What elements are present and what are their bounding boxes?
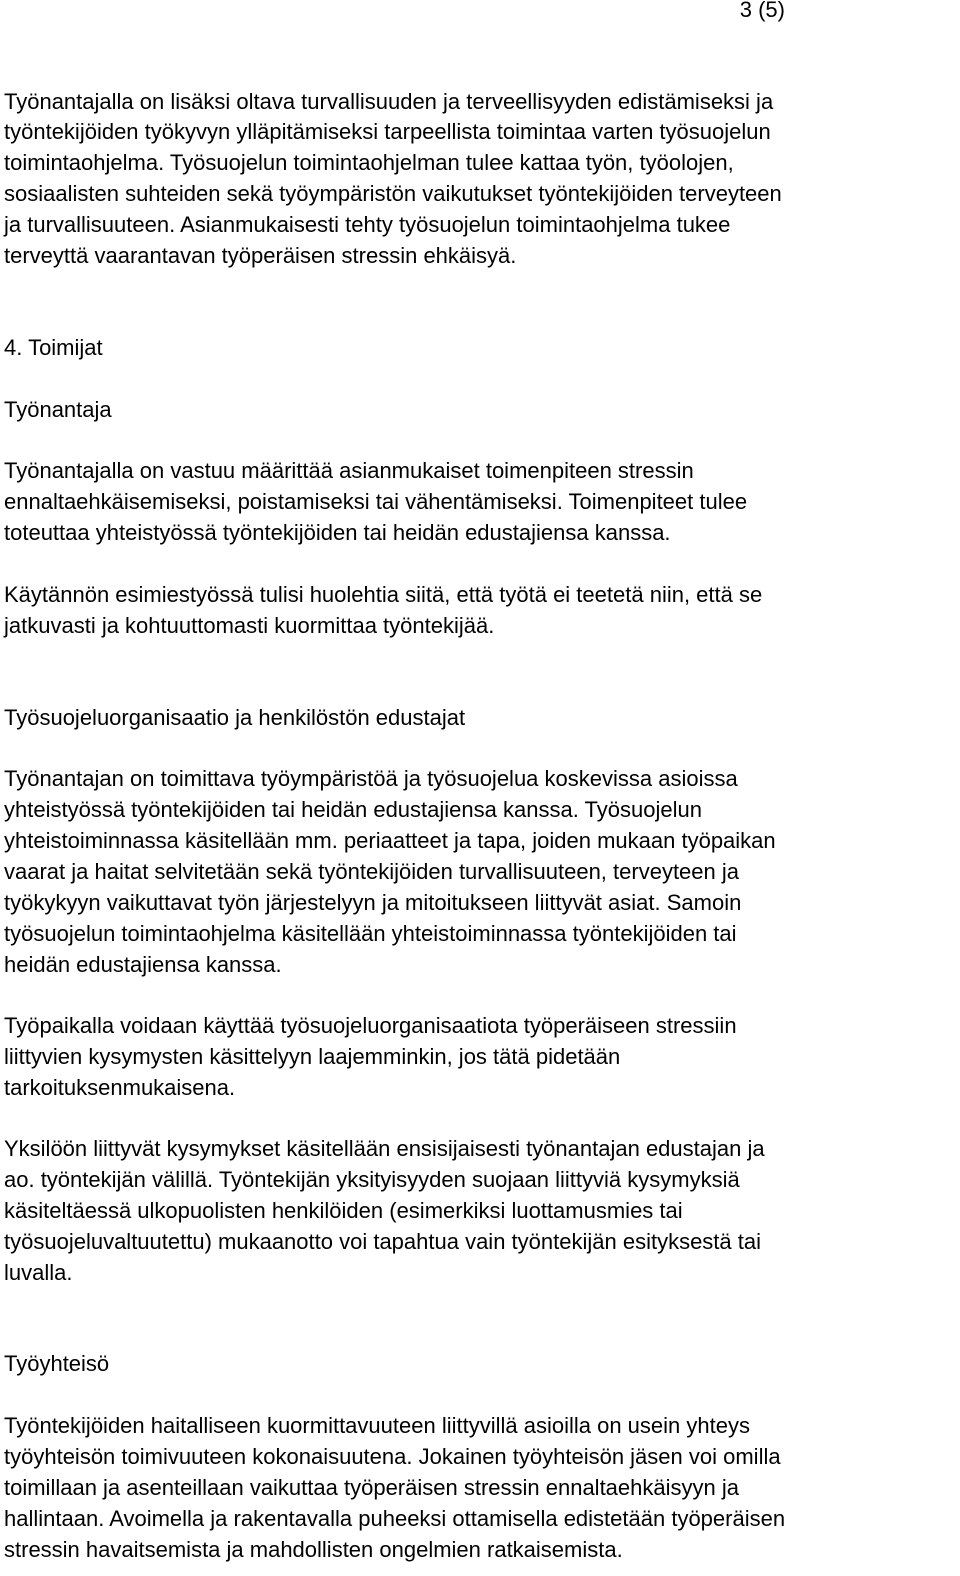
text-line: ao. työntekijän välillä. Työntekijän yksityisyyden suojaan liittyviä kysymyksiä [4, 1167, 740, 1192]
text-line: Työnantajalla on vastuu määrittää asianmukaiset toimenpiteen stressin [4, 458, 694, 483]
text-line: Työpaikalla voidaan käyttää työsuojeluorganisaatiota työperäiseen stressiin [4, 1013, 737, 1038]
text-line: työntekijöiden työkyvyn ylläpitämiseksi tarpeellista toimintaa varten työsuojelun [4, 119, 771, 144]
text-line: vaarat ja haitat selvitetään sekä työntekijöiden turvallisuuteen, terveyteen ja [4, 859, 739, 884]
text-line: työsuojelun toimintaohjelma käsitellään yhteistoiminnassa työntekijöiden tai [4, 921, 737, 946]
text-line: stressin havaitsemista ja mahdollisten ongelmien ratkaisemista. [4, 1537, 623, 1562]
text-line: ja turvallisuuteen. Asianmukaisesti tehty työsuojelun toimintaohjelma tukee [4, 212, 731, 237]
section-heading: 4. Toimijat [4, 335, 103, 360]
page-number: 3 (5) [739, 0, 785, 22]
text-line: yhteistoiminnassa käsitellään mm. periaatteet ja tapa, joiden mukaan työpaikan [4, 828, 776, 853]
text-line: luvalla. [4, 1260, 73, 1285]
safety-org-heading: Työsuojeluorganisaatio ja henkilöstön edustajat [4, 705, 466, 730]
text-line: työkykyyn vaikuttavat työn järjestelyyn ja mitoitukseen liittyvät asiat. Samoin [4, 890, 742, 915]
text-line: liittyvien kysymysten käsittelyyn laajemminkin, jos tätä pidetään [4, 1044, 621, 1069]
text-line: Työntekijöiden haitalliseen kuormittavuuteen liittyvillä asioilla on usein yhteys [4, 1413, 750, 1438]
text-line: toteuttaa yhteistyössä työntekijöiden tai heidän edustajiensa kanssa. [4, 520, 671, 545]
text-line: sosiaalisten suhteiden sekä työympäristön vaikutukset työntekijöiden terveyteen [4, 181, 782, 206]
work-community-heading: Työyhteisö [4, 1351, 110, 1376]
text-line: Työnantajan on toimittava työympäristöä ja työsuojelua koskevissa asioissa [4, 766, 738, 791]
text-line: työsuojeluvaltuutettu) mukaanotto voi tapahtua vain työntekijän esityksestä tai [4, 1229, 762, 1254]
text-line: heidän edustajiensa kanssa. [4, 952, 282, 977]
text-line: hallintaan. Avoimella ja rakentavalla puheeksi ottamisella edistetään työperäisen [4, 1506, 786, 1531]
text-line: terveyttä vaarantavan työperäisen stressin ehkäisyä. [4, 243, 517, 268]
text-line: Käytännön esimiestyössä tulisi huolehtia siitä, että työtä ei teetetä niin, että se [4, 582, 763, 607]
employer-heading: Työnantaja [4, 397, 112, 422]
text-line: Työnantajalla on lisäksi oltava turvallisuuden ja terveellisyyden edistämiseksi ja [4, 89, 774, 114]
text-line: yhteistyössä työntekijöiden tai heidän edustajiensa kanssa. Työsuojelun [4, 797, 702, 822]
text-line: jatkuvasti ja kohtuuttomasti kuormittaa työntekijää. [4, 613, 495, 638]
text-line: tarkoituksenmukaisena. [4, 1075, 236, 1100]
text-line: työyhteisön toimivuuteen kokonaisuutena. Jokainen työyhteisön jäsen voi omilla [4, 1444, 781, 1469]
text-line: käsiteltäessä ulkopuolisten henkilöiden (esimerkiksi luottamusmies tai [4, 1198, 683, 1223]
text-line: ennaltaehkäisemiseksi, poistamiseksi tai vähentämiseksi. Toimenpiteet tulee [4, 489, 748, 514]
text-line: Yksilöön liittyvät kysymykset käsitellään ensisijaisesti työnantajan edustajan ja [4, 1136, 765, 1161]
text-line: toimillaan ja asenteillaan vaikuttaa työperäisen stressin ennaltaehkäisyyn ja [4, 1475, 739, 1500]
text-line: toimintaohjelma. Työsuojelun toimintaohjelman tulee kattaa työn, työolojen, [4, 150, 734, 175]
